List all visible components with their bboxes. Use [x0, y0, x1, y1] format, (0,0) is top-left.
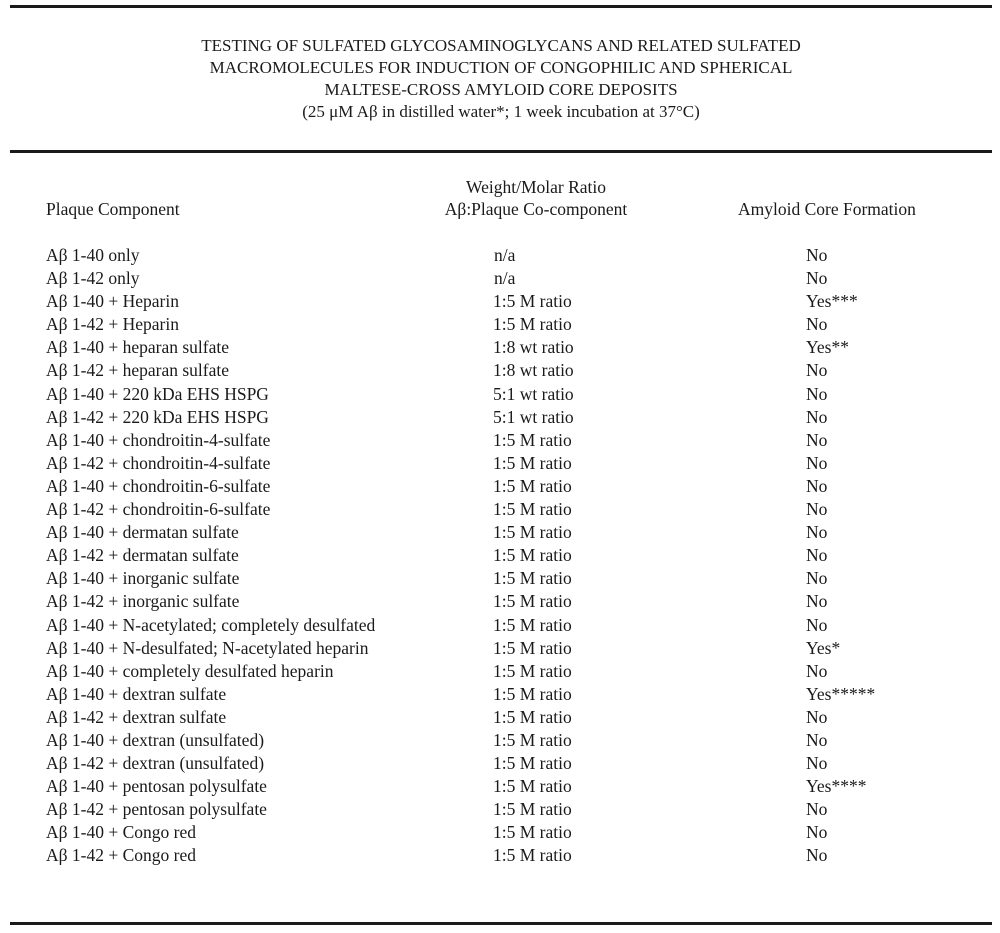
cell-ratio: 5:1 wt ratio [493, 406, 574, 427]
title-line-3: MALTESE-CROSS AMYLOID CORE DEPOSITS [324, 80, 678, 99]
cell-amyloid-core-formation: Yes***** [806, 683, 876, 704]
table-row [0, 521, 1000, 544]
cell-amyloid-core-formation: Yes**** [806, 776, 867, 797]
cell-plaque-component: Aβ 1-40 + dextran (unsulfated) [46, 729, 265, 750]
table-row [0, 706, 1000, 729]
cell-amyloid-core-formation: No [806, 591, 828, 612]
table-row [0, 775, 1000, 798]
cell-ratio: 1:8 wt ratio [493, 337, 574, 358]
cell-plaque-component: Aβ 1-40 + inorganic sulfate [46, 568, 240, 589]
cell-plaque-component: Aβ 1-40 + N-acetylated; completely desulfated [46, 614, 376, 635]
cell-amyloid-core-formation: No [806, 429, 828, 450]
title-subtitle: (25 μM Aβ in distilled water*; 1 week incubation at 37°C) [302, 102, 700, 121]
table-row [0, 660, 1000, 683]
cell-amyloid-core-formation: No [806, 753, 828, 774]
table-row [0, 821, 1000, 844]
table-row [0, 336, 1000, 359]
cell-ratio: 1:5 M ratio [493, 822, 572, 843]
cell-amyloid-core-formation: No [806, 268, 828, 289]
cell-amyloid-core-formation: No [806, 545, 828, 566]
title-line-1: TESTING OF SULFATED GLYCOSAMINOGLYCANS AND RELATED SULFATED [201, 36, 801, 55]
cell-plaque-component: Aβ 1-42 only [46, 268, 140, 289]
cell-amyloid-core-formation: No [806, 360, 828, 381]
table-row [0, 752, 1000, 775]
cell-ratio: 1:5 M ratio [493, 753, 572, 774]
title-line-2: MACROMOLECULES FOR INDUCTION OF CONGOPHILIC AND SPHERICAL [209, 58, 793, 77]
cell-plaque-component: Aβ 1-40 + N-desulfated; N-acetylated heparin [46, 637, 369, 658]
cell-ratio: n/a [494, 268, 516, 289]
table-row [0, 290, 1000, 313]
cell-ratio: 1:5 M ratio [493, 429, 572, 450]
cell-plaque-component: Aβ 1-40 + 220 kDa EHS HSPG [46, 383, 269, 404]
column-header-ratio-line-1: Weight/Molar Ratio [465, 177, 607, 197]
cell-amyloid-core-formation: No [806, 245, 828, 265]
cell-amyloid-core-formation: No [806, 452, 828, 473]
cell-ratio: 1:5 M ratio [493, 683, 572, 704]
cell-amyloid-core-formation: No [806, 406, 828, 427]
table-row [0, 798, 1000, 821]
column-header-ratio-line-2: Aβ:Plaque Co-component [444, 199, 628, 219]
table-title [10, 35, 992, 123]
cell-amyloid-core-formation: No [806, 614, 828, 635]
cell-amyloid-core-formation: No [806, 799, 828, 820]
cell-plaque-component: Aβ 1-40 + Congo red [46, 822, 197, 843]
table-row [0, 406, 1000, 429]
cell-plaque-component: Aβ 1-40 + pentosan polysulfate [46, 776, 267, 797]
cell-plaque-component: Aβ 1-42 + pentosan polysulfate [46, 799, 267, 820]
cell-plaque-component: Aβ 1-42 + heparan sulfate [46, 360, 230, 381]
cell-ratio: 1:8 wt ratio [493, 360, 574, 381]
cell-plaque-component: Aβ 1-40 + chondroitin-4-sulfate [46, 429, 271, 450]
cell-plaque-component: Aβ 1-42 + chondroitin-6-sulfate [46, 499, 271, 520]
cell-amyloid-core-formation: No [806, 845, 828, 866]
cell-plaque-component: Aβ 1-40 + dermatan sulfate [46, 522, 239, 543]
cell-amyloid-core-formation: Yes* [806, 637, 841, 658]
cell-ratio: 1:5 M ratio [493, 452, 572, 473]
table-row [0, 313, 1000, 336]
cell-plaque-component: Aβ 1-42 + dextran sulfate [46, 706, 227, 727]
cell-plaque-component: Aβ 1-42 + Congo red [46, 845, 197, 866]
cell-ratio: 1:5 M ratio [493, 637, 572, 658]
table-row [0, 637, 1000, 660]
cell-plaque-component: Aβ 1-42 + inorganic sulfate [46, 591, 240, 612]
table-body [0, 244, 1000, 868]
cell-ratio: 1:5 M ratio [493, 614, 572, 635]
cell-amyloid-core-formation: No [806, 822, 828, 843]
cell-ratio: 1:5 M ratio [493, 660, 572, 681]
cell-ratio: 1:5 M ratio [493, 706, 572, 727]
cell-plaque-component: Aβ 1-40 + heparan sulfate [46, 337, 230, 358]
cell-ratio: 1:5 M ratio [493, 799, 572, 820]
table-row [0, 429, 1000, 452]
table-row [0, 475, 1000, 498]
cell-amyloid-core-formation: No [806, 568, 828, 589]
table-row [0, 498, 1000, 521]
cell-plaque-component: Aβ 1-42 + chondroitin-4-sulfate [46, 452, 271, 473]
cell-plaque-component: Aβ 1-42 + 220 kDa EHS HSPG [46, 406, 269, 427]
cell-plaque-component: Aβ 1-42 + dermatan sulfate [46, 545, 239, 566]
column-header-amyloid-core: Amyloid Core Formation [738, 199, 916, 219]
cell-ratio: 1:5 M ratio [493, 545, 572, 566]
table-row [0, 729, 1000, 752]
table-row [0, 544, 1000, 567]
table-row [0, 359, 1000, 382]
cell-ratio: 1:5 M ratio [493, 729, 572, 750]
cell-amyloid-core-formation: No [806, 522, 828, 543]
cell-amyloid-core-formation: No [806, 660, 828, 681]
top-rule [10, 5, 992, 8]
table-row [0, 383, 1000, 406]
cell-amyloid-core-formation: No [806, 729, 828, 750]
cell-plaque-component: Aβ 1-42 + Heparin [46, 314, 179, 335]
cell-ratio: 1:5 M ratio [493, 776, 572, 797]
cell-ratio: n/a [494, 245, 516, 265]
table-row [0, 614, 1000, 637]
table-row [0, 452, 1000, 475]
cell-plaque-component: Aβ 1-40 only [46, 245, 140, 265]
cell-plaque-component: Aβ 1-40 + completely desulfated heparin [46, 660, 334, 681]
bottom-rule [10, 922, 992, 925]
table-row [0, 267, 1000, 290]
cell-amyloid-core-formation: Yes*** [806, 291, 858, 312]
cell-plaque-component: Aβ 1-40 + dextran sulfate [46, 683, 227, 704]
cell-ratio: 1:5 M ratio [493, 314, 572, 335]
cell-amyloid-core-formation: Yes** [806, 337, 849, 358]
cell-amyloid-core-formation: No [806, 314, 828, 335]
cell-plaque-component: Aβ 1-40 + chondroitin-6-sulfate [46, 475, 271, 496]
cell-plaque-component: Aβ 1-42 + dextran (unsulfated) [46, 753, 265, 774]
cell-amyloid-core-formation: No [806, 499, 828, 520]
cell-ratio: 1:5 M ratio [493, 475, 572, 496]
cell-ratio: 1:5 M ratio [493, 568, 572, 589]
cell-plaque-component: Aβ 1-40 + Heparin [46, 291, 179, 312]
cell-ratio: 1:5 M ratio [493, 845, 572, 866]
cell-ratio: 1:5 M ratio [493, 291, 572, 312]
cell-ratio: 1:5 M ratio [493, 499, 572, 520]
column-header-ratio [420, 176, 652, 220]
cell-ratio: 1:5 M ratio [493, 522, 572, 543]
cell-ratio: 1:5 M ratio [493, 591, 572, 612]
table-row [0, 590, 1000, 613]
table-row [0, 683, 1000, 706]
column-header-plaque-component: Plaque Component [46, 199, 180, 219]
cell-amyloid-core-formation: No [806, 383, 828, 404]
cell-amyloid-core-formation: No [806, 706, 828, 727]
table-row [0, 244, 1000, 267]
cell-amyloid-core-formation: No [806, 475, 828, 496]
table-row [0, 844, 1000, 867]
table-row [0, 567, 1000, 590]
header-rule [10, 150, 992, 153]
cell-ratio: 5:1 wt ratio [493, 383, 574, 404]
